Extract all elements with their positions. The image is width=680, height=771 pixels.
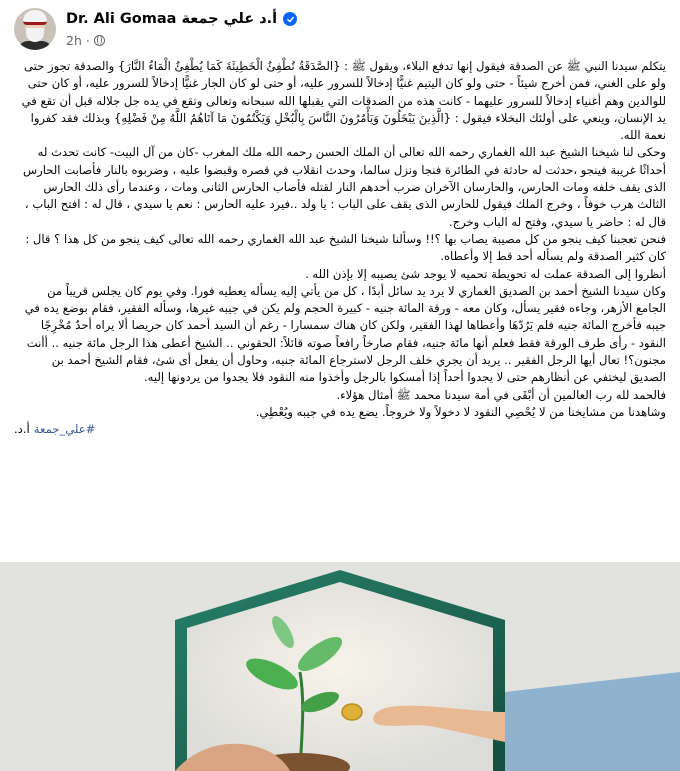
hashtag-link[interactable]: #علي_جمعة xyxy=(33,422,96,437)
signature-line xyxy=(14,421,666,438)
post-meta xyxy=(66,33,105,48)
paragraph: وكان سيدنا الشيخ أحمد بن الصديق الغماري لا يرد يد سائل أبدًا ، كل من يأتي إليه يسأله يعطيه فورا. وفي يوم كان يجلس قريباً من الجامع الأزهر، وجاءه فقير يسأل، وكان معه - ورقة المائة جنيه - كبيرة الحجم ولم يكن في جيبه غيرها، وسأله الفقير، فقام بوضع يده في جيبه فأخرج المائة جنيه فلم يَرُدّهَا وأعطاها لهذا الفقير، ولكن كان هناك سمسارا - رغم أن السيد أحمد كان حريصا ألا يراه أحدٌ مُخْرِجًا النقود - رأى طرف الورقة فقط فعلم أنها مائة جنيه، فقام صارخاً رافعاً صوته قائلاً: الحقوني .. الشيخ أعطى هذا الرجل مائة جنيه .. أأنت مجنون؟! تعال أيها الرجل الفقير .. يريد أن يجري خلف الرجل لاسترجاع المائة جنيه، وحاول أن يفعل أى شئ، فقام الشيخ أحمد بن الصديق ليختفي عن أنظارهم حتى لا يجدوا أحداً إذا أمسكوا بالرجل وأخذوا منه النقود فلا يجدوا من يردونها إليه. xyxy=(24,283,666,385)
paragraph: فنحن تعجبنا كيف ينجو من كل مصيبة يصاب بها ؟!! وسألنا شيخنا الشيخ عبد الله الغماري رحمه الله تعالى كيف ينجو من كل هذا ؟ قال : كان كثير الصدقة ولم يسأله أحد قط إلا وأعطاه. xyxy=(25,231,666,264)
author-avatar[interactable] xyxy=(14,8,56,50)
post-image[interactable] xyxy=(0,562,680,771)
globe-icon[interactable] xyxy=(94,35,105,46)
paragraph: أنظروا إلى الصدقة عملت له تحويطة تحميه لا يوجد شئ يصيبه إلا بإذن الله . xyxy=(305,266,666,281)
author-row xyxy=(66,11,297,27)
coin xyxy=(342,704,362,720)
paragraph: وشاهدنا من مشايخنا من لا يُحْصِي النقود لا دخولاً ولا خروجاً. يضع يده في جيبه ويُعْطِي. xyxy=(255,404,666,419)
paragraph: يتكلم سيدنا النبي ﷺ عن الصدقة فيقول إنها تدفع البلاء، ويقول ﷺ : {الصَّدَقَةُ تُطْفِئُ الْخَطِيئَةَ كَمَا يُطْفِئُ الْمَاءُ النَّارَ} والصدقة تجوز حتى ولو على الغني، فمن أخرج شيئاً - حتى ولو كان اليتيم غنيًّا إدخالاً للسرور عليه، أو حتى لو كان الجار غنيًّا إدخالاً للسرور عليه، أو كان حتى للوالدين وهم أغنياء إدخالاً للسرور عليهما - كانت هذه من الصدقات التي يقبلها الله سبحانه وتعالى وتقع في يده جل جلاله قبل أن تقع في يد الإنسان، وينعي على أولئك البخلاء فيقول : {الَّذِينَ يَبْخَلُونَ وَيَأْمُرُونَ النَّاسَ بِالْبُخْلِ وَيَكْتُمُونَ مَا آتَاهُمُ اللَّهُ مِنْ فَضْلِهِ} وبذلك فقد كفروا نعمة الله. xyxy=(21,59,666,143)
signature: أ.د. xyxy=(14,422,30,437)
verified-badge-icon xyxy=(283,12,297,26)
meta-separator: · xyxy=(85,33,90,48)
post-body xyxy=(14,58,666,439)
post-header xyxy=(14,8,666,52)
author-name[interactable]: Dr. Ali Gomaa أ.د علي جمعة xyxy=(66,11,278,27)
paragraph: فالحمد لله رب العالمين أن أبْقَى في أمة سيدنا محمد ﷺ أمثال هؤلاء. xyxy=(336,387,666,402)
paragraph: وحكى لنا شيخنا الشيخ عبد الله الغماري رحمه الله تعالى أن الملك الحسن رحمه الله ملك المغرب -كان من آل البيت- كانت تحدث له أحداثًا غريبة فينجو ،حدثت له حادثة في الطائرة فنجا ونزل سالما، وحدث انقلاب في قصره وقبضوا عليه ، وضربوه بالنار فأصابت الحارس الذى يقف خلفه ومات الحارس، والحارسان الآخران ضرب أحدهم النار لقتله فأصاب الحارس الثانى ومات ، وعندما رأى ذلك الحارس الثالث هرب خوفاً ، وخرج الملك فيقول للحارس الذى يقف على الباب : يا ولد ..فيرد عليه الحارس : نعم يا سيدي ، قال له : افتح الباب ، قال له : حاضر يا سيدي، وفتح له الباب وخرج. xyxy=(22,145,666,229)
charity-illustration xyxy=(0,562,680,771)
post-time[interactable]: 2h xyxy=(66,33,82,48)
